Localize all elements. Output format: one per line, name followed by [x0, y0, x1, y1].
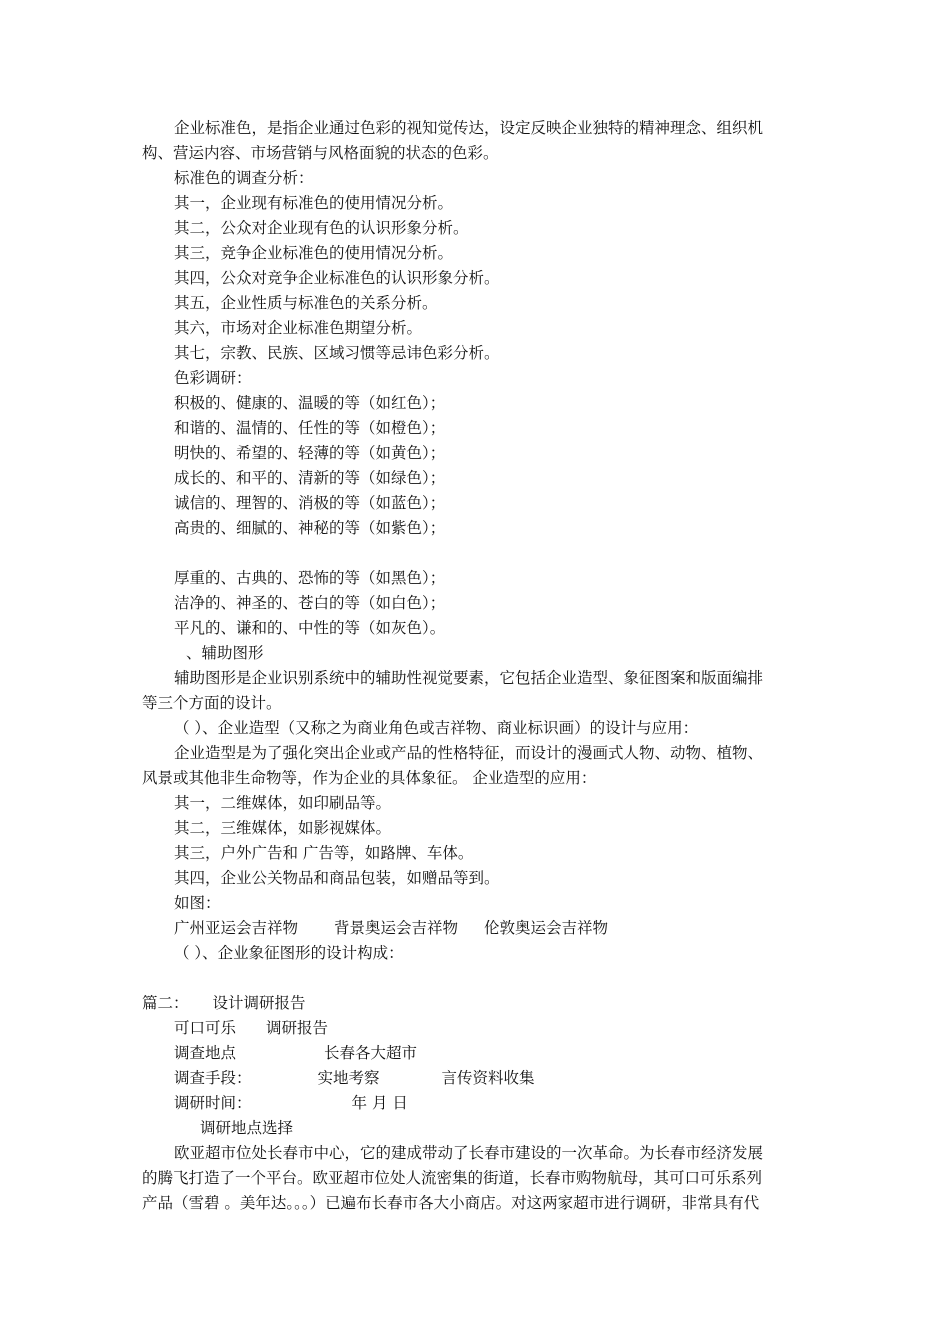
survey-means [174, 1068, 535, 1088]
list-item: 高贵的、细腻的、神秘的等（如紫色）； [174, 519, 446, 537]
paragraph-line: 的腾飞打造了一个平台。欧亚超市位处人流密集的街道，长春市购物航母，其可口可乐系列 [142, 1169, 763, 1187]
mascot-caption: 伦敦奥运会吉祥物 [484, 919, 609, 937]
list-item: 其一，企业现有标准色的使用情况分析。 [174, 194, 454, 212]
list-item: 厚重的、古典的、恐怖的等（如黑色）； [174, 569, 446, 587]
list-item: 平凡的、谦和的、中性的等（如灰色）。 [174, 619, 446, 637]
list-item: 其三，户外广告和 广告等，如路牌、车体。 [174, 844, 474, 862]
section-heading: 色彩调研： [174, 369, 252, 387]
list-item: 诚信的、理智的、消极的等（如蓝色）； [174, 494, 446, 512]
list-item: 其二，公众对企业现有色的认识形象分析。 [174, 219, 469, 237]
field-value: 实地考察 [317, 1069, 380, 1087]
mascot-captions [174, 918, 608, 938]
section-heading: （ ）、企业造型（又称之为商业角色或吉祥物、商业标识画）的设计与应用： [174, 719, 699, 737]
section-heading: （ ）、企业象征图形的设计构成： [174, 944, 404, 962]
paragraph-line: 产品（雪碧 。美年达。。。）已遍布长春市各大小商店。对这两家超市进行调研，非常具有代 [142, 1194, 760, 1212]
list-item: 积极的、健康的、温暖的等（如红色）； [174, 394, 446, 412]
survey-time [174, 1093, 408, 1113]
list-item: 和谐的、温情的、任性的等（如橙色）； [174, 419, 446, 437]
paragraph-line: 欧亚超市位处长春市中心，它的建成带动了长春市建设的一次革命。为长春市经济发展 [174, 1144, 764, 1162]
brand-name: 可口可乐 [174, 1019, 237, 1037]
paragraph-line: 辅助图形是企业识别系统中的辅助性视觉要素，它包括企业造型、象征图案和版面编排 [174, 669, 764, 687]
list-item: 其五，企业性质与标准色的关系分析。 [174, 294, 438, 312]
paragraph-line: 企业造型是为了强化突出企业或产品的性格特征，而设计的漫画式人物、动物、植物、 [174, 744, 764, 762]
list-item: 其四，公众对竞争企业标准色的认识形象分析。 [174, 269, 500, 287]
list-item: 成长的、和平的、清新的等（如绿色）； [174, 469, 446, 487]
field-label: 调查手段： [174, 1069, 252, 1087]
list-item: 其六，市场对企业标准色期望分析。 [174, 319, 423, 337]
paragraph-line: 企业标准色，是指企业通过色彩的视知觉传达，设定反映企业独特的精神理念、组织机 [174, 119, 764, 137]
part-title: 设计调研报告 [212, 994, 306, 1012]
field-value: 言传资料收集 [441, 1069, 535, 1087]
field-label: 调查地点 [174, 1044, 237, 1062]
field-value: 年 月 日 [351, 1094, 408, 1112]
section-heading: 、辅助图形 [186, 644, 264, 662]
field-value: 长春各大超市 [324, 1044, 418, 1062]
part-label: 篇二： [142, 994, 189, 1012]
list-item: 其二，三维媒体，如影视媒体。 [174, 819, 392, 837]
report-label: 调研报告 [266, 1019, 329, 1037]
section-heading: 标准色的调查分析： [174, 169, 314, 187]
list-item: 其七，宗教、民族、区域习惯等忌讳色彩分析。 [174, 344, 500, 362]
list-item: 其四，企业公关物品和商品包装，如赠品等到。 [174, 869, 500, 887]
paragraph-line: 等三个方面的设计。 [142, 694, 282, 712]
section-heading: 调研地点选择 [200, 1119, 294, 1137]
mascot-caption: 背景奥运会吉祥物 [334, 919, 459, 937]
paragraph-line: 构、营运内容、市场营销与风格面貌的状态的色彩。 [142, 144, 499, 162]
list-item: 明快的、希望的、轻薄的等（如黄色）； [174, 444, 446, 462]
list-item: 其三，竞争企业标准色的使用情况分析。 [174, 244, 454, 262]
list-item: 洁净的、神圣的、苍白的等（如白色）； [174, 594, 446, 612]
paragraph-line: 风景或其他非生命物等，作为企业的具体象征。 企业造型的应用： [142, 769, 597, 787]
part-heading [142, 993, 306, 1013]
field-label: 调研时间： [174, 1094, 252, 1112]
list-item: 其一，二维媒体，如印刷品等。 [174, 794, 392, 812]
survey-location [174, 1043, 417, 1063]
mascot-caption: 广州亚运会吉祥物 [174, 919, 299, 937]
figure-label: 如图： [174, 894, 221, 912]
report-title [174, 1018, 328, 1038]
